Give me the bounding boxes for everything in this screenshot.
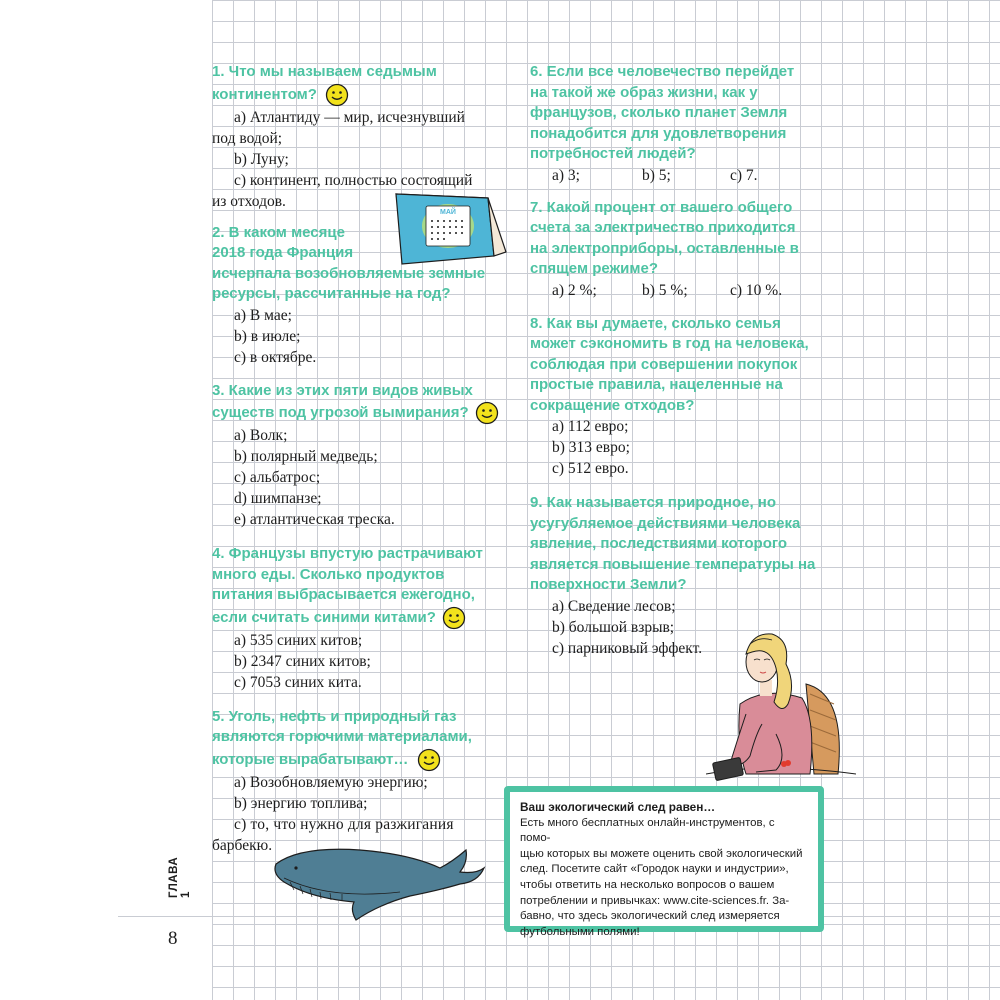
question-5-option-c-cont: барбекю. xyxy=(212,836,273,854)
question-8-option-b: b) 313 евро; xyxy=(552,439,630,456)
question-1-option-b: b) Луну; xyxy=(234,150,289,168)
info-box-line-6: бавно, что здесь экологический след измеряется xyxy=(520,910,780,923)
question-4-title: 4. Французы впустую растрачивают много еды. Сколько продуктов питания выбрасывается ежегодно, если считать синими китами? xyxy=(212,544,507,630)
question-2-option-c: c) в октябре. xyxy=(234,348,317,366)
question-9-option-c: c) парниковый эффект. xyxy=(552,639,703,657)
question-5-option-a: a) Возобновляемую энергию; xyxy=(234,773,428,791)
question-8 xyxy=(530,314,830,480)
smiley-icon xyxy=(417,748,441,772)
question-4 xyxy=(212,544,507,693)
question-7-title: 7. Какой процент от вашего общего счета за электричество приходится на электроприборы, оставленные в спящем режиме? xyxy=(530,198,799,277)
question-7-option-b: b) 5 %; xyxy=(642,281,688,299)
question-3-option-b: b) полярный медведь; xyxy=(234,448,378,465)
question-5 xyxy=(212,707,507,856)
smiley-icon xyxy=(325,83,349,107)
woman-with-calculator-illustration xyxy=(706,624,856,794)
chapter-label: ГЛАВА 1 xyxy=(168,856,192,898)
smiley-icon xyxy=(475,401,499,425)
question-6-option-a: a) 3; xyxy=(552,166,580,184)
question-7 xyxy=(530,198,830,301)
left-column xyxy=(212,62,507,856)
question-5-option-b: b) энергию топлива; xyxy=(234,794,368,812)
question-3-option-a: a) Волк; xyxy=(234,427,288,444)
smiley-icon xyxy=(442,606,466,630)
question-6-option-c: c) 7. xyxy=(730,166,758,184)
info-box-line-1: Есть много бесплатных онлайн-инструментов, с помо- xyxy=(520,816,775,845)
question-1-option-c-cont: из отходов. xyxy=(212,192,286,210)
calendar-month-label: МАЙ xyxy=(440,209,456,216)
question-8-title: 8. Как вы думаете, сколько семья может сэкономить в год на человека, соблюдая при совершении покупок простые правила, нацеленные на сокращение отходов? xyxy=(530,314,809,414)
question-4-option-b: b) 2347 синих китов; xyxy=(234,652,371,670)
question-3-option-e: e) атлантическая треска. xyxy=(234,511,395,528)
question-7-option-a: a) 2 %; xyxy=(552,281,597,299)
question-5-option-c: c) то, что нужно для разжигания xyxy=(234,815,454,833)
question-3-option-d: d) шимпанзе; xyxy=(234,490,322,507)
question-1-option-c: c) континент, полностью состоящий xyxy=(234,171,473,189)
info-box-line-3: след. Посетите сайт «Городок науки и индустрии», xyxy=(520,863,789,876)
question-3 xyxy=(212,381,507,531)
question-9-option-b: b) большой взрыв; xyxy=(552,618,675,636)
question-7-options xyxy=(530,280,830,301)
question-5-title: 5. Уголь, нефть и природный газ являются горючими материалами, которые вырабатывают… xyxy=(212,707,507,772)
page-number: 8 xyxy=(168,928,178,949)
question-4-option-a: a) 535 синих китов; xyxy=(234,631,363,649)
whale-illustration xyxy=(270,842,490,926)
question-7-option-c: c) 10 %. xyxy=(730,281,783,299)
question-6-title: 6. Если все человечество перейдет на такой же образ жизни, как у французов, сколько планет Земля понадобится для удовлетворения потребностей людей? xyxy=(530,63,795,162)
calendar-illustration xyxy=(392,190,510,266)
question-2-option-a: a) В мае; xyxy=(234,306,292,324)
question-6-options xyxy=(530,165,830,186)
info-box-line-2: щью которых вы можете оценить свой экологический xyxy=(520,847,803,860)
question-1-option-a-cont: под водой; xyxy=(212,129,283,147)
question-3-title: 3. Какие из этих пяти видов живых существ под угрозой вымирания? xyxy=(212,381,507,426)
question-1-option-a: a) Атлантиду — мир, исчезнувший xyxy=(234,108,465,126)
question-2-title: 2. В каком месяце 2018 года Франция исчерпала возобновляемые земные ресурсы, рассчитанные на год? xyxy=(212,223,486,302)
question-6 xyxy=(530,62,830,186)
question-9-title: 9. Как называется природное, но усугубляемое действиями человека явление, последствиями которого является повышение температуры на поверхности Земли? xyxy=(530,494,816,593)
question-8-option-a: a) 112 евро; xyxy=(552,418,629,435)
eco-footprint-info-box xyxy=(504,786,824,938)
question-4-option-c: c) 7053 синих кита. xyxy=(234,673,362,691)
question-2-option-b: b) в июле; xyxy=(234,327,301,345)
question-3-option-c: c) альбатрос; xyxy=(234,469,321,486)
info-box-line-5: потреблении и привычках: www.cite-sciences.fr. За- xyxy=(520,894,790,907)
info-box-line-4: чтобы ответить на несколько вопросов о вашем xyxy=(520,878,775,891)
info-box-line-7: футбольными полями! xyxy=(520,925,640,938)
right-column xyxy=(530,62,830,659)
info-box-title: Ваш экологический след равен… xyxy=(520,800,716,814)
question-1-title: 1. Что мы называем седьмым континентом? xyxy=(212,62,507,107)
question-9-option-a: a) Сведение лесов; xyxy=(552,597,676,615)
question-6-option-b: b) 5; xyxy=(642,166,671,184)
question-8-option-c: c) 512 евро. xyxy=(552,460,629,477)
